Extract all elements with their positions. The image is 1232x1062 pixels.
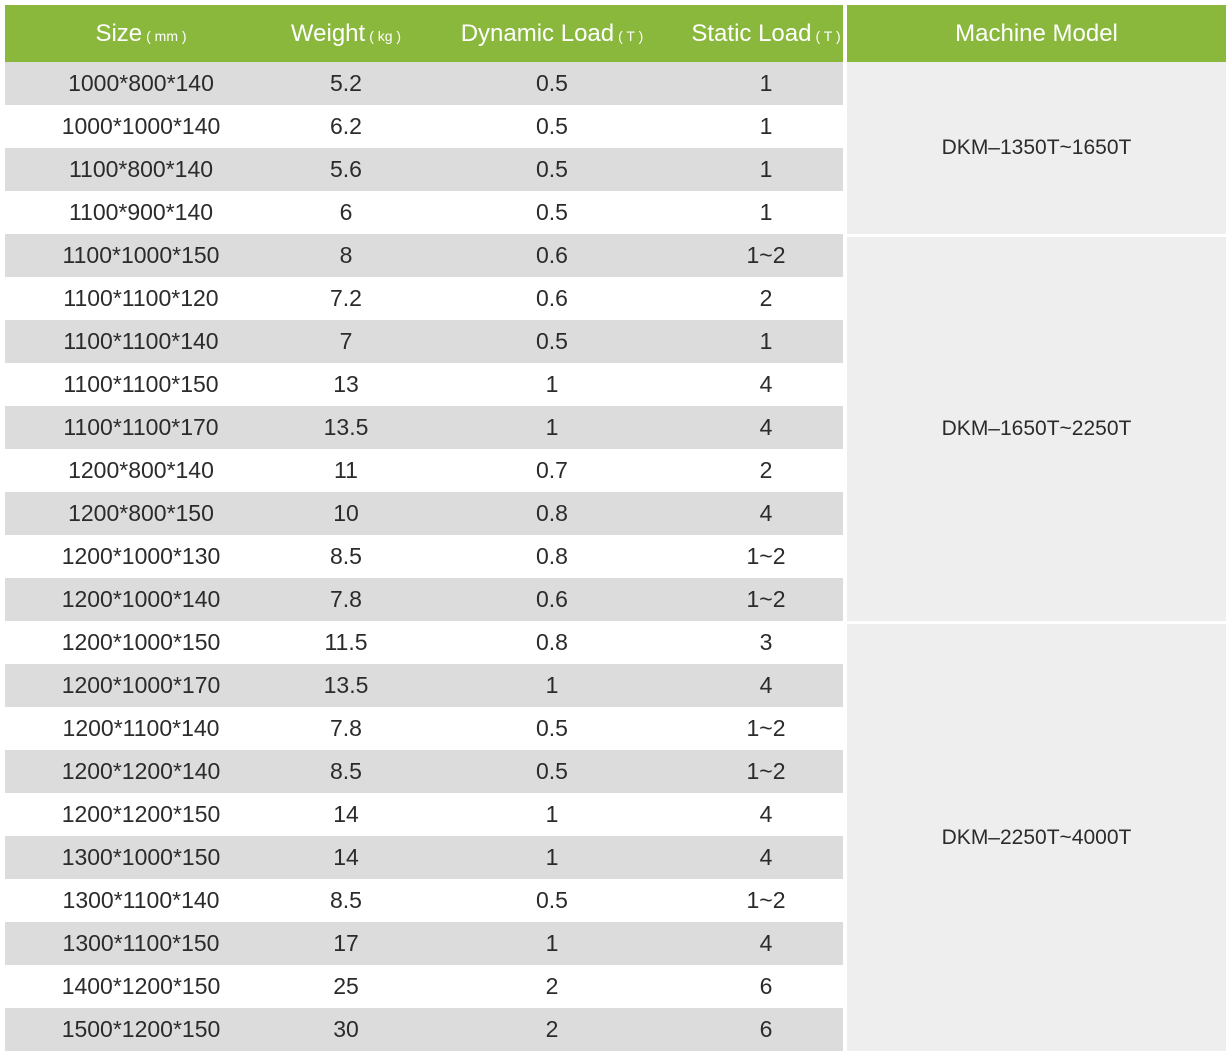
dynamic-load-cell: 0.6 [415, 277, 689, 320]
size-cell: 1300*1100*150 [5, 922, 277, 965]
size-cell: 1200*1000*130 [5, 535, 277, 578]
size-header-unit: ( mm ) [146, 27, 187, 44]
static-load-cell: 1~2 [689, 879, 843, 922]
dynamic-load-cell: 0.8 [415, 535, 689, 578]
static-load-cell: 1 [689, 320, 843, 363]
size-cell: 1500*1200*150 [5, 1008, 277, 1051]
weight-cell: 8.5 [277, 535, 415, 578]
dynamic-load-cell: 1 [415, 922, 689, 965]
size-cell: 1300*1000*150 [5, 836, 277, 879]
static-load-cell: 1~2 [689, 578, 843, 621]
table-row [5, 621, 1226, 664]
static-load-header-label: Static Load [691, 19, 812, 47]
dynamic-load-cell: 0.5 [415, 320, 689, 363]
weight-cell: 8.5 [277, 750, 415, 793]
dynamic-load-cell: 0.5 [415, 191, 689, 234]
static-load-cell: 4 [689, 492, 843, 535]
weight-cell: 5.2 [277, 62, 415, 105]
weight-cell: 7 [277, 320, 415, 363]
static-load-cell: 4 [689, 836, 843, 879]
static-load-cell: 2 [689, 277, 843, 320]
weight-cell: 7.8 [277, 707, 415, 750]
weight-header-unit: ( kg ) [369, 27, 402, 44]
dynamic-load-cell: 0.6 [415, 234, 689, 277]
weight-column-header [277, 5, 415, 62]
machine-model-cell: DKM–1650T~2250T [843, 234, 1226, 621]
weight-cell: 8.5 [277, 879, 415, 922]
static-load-cell: 1~2 [689, 535, 843, 578]
size-cell: 1200*800*140 [5, 449, 277, 492]
static-load-cell: 4 [689, 922, 843, 965]
size-cell: 1200*800*150 [5, 492, 277, 535]
dynamic-load-column-header [415, 5, 689, 62]
dynamic-load-cell: 1 [415, 363, 689, 406]
static-load-cell: 3 [689, 621, 843, 664]
dynamic-load-cell: 1 [415, 406, 689, 449]
weight-cell: 7.8 [277, 578, 415, 621]
weight-cell: 13.5 [277, 406, 415, 449]
weight-cell: 17 [277, 922, 415, 965]
dynamic-load-cell: 1 [415, 793, 689, 836]
static-load-cell: 1 [689, 148, 843, 191]
static-load-cell: 4 [689, 406, 843, 449]
size-cell: 1200*1000*150 [5, 621, 277, 664]
dynamic-load-cell: 0.5 [415, 879, 689, 922]
dynamic-load-cell: 0.5 [415, 105, 689, 148]
size-cell: 1100*900*140 [5, 191, 277, 234]
size-cell: 1100*1100*120 [5, 277, 277, 320]
static-load-cell: 1~2 [689, 707, 843, 750]
size-cell: 1200*1000*170 [5, 664, 277, 707]
size-cell: 1300*1100*140 [5, 879, 277, 922]
weight-cell: 25 [277, 965, 415, 1008]
size-cell: 1100*1100*150 [5, 363, 277, 406]
weight-cell: 6.2 [277, 105, 415, 148]
dynamic-load-header-label: Dynamic Load [460, 19, 615, 47]
table-row [5, 62, 1226, 105]
static-load-cell: 2 [689, 449, 843, 492]
dynamic-load-cell: 0.5 [415, 707, 689, 750]
size-cell: 1100*1100*140 [5, 320, 277, 363]
weight-cell: 14 [277, 793, 415, 836]
static-load-cell: 1~2 [689, 750, 843, 793]
table-row [5, 234, 1226, 277]
dynamic-load-cell: 1 [415, 664, 689, 707]
weight-cell: 14 [277, 836, 415, 879]
machine-model-cell: DKM–1350T~1650T [843, 62, 1226, 234]
header-row [5, 5, 1226, 62]
dynamic-load-cell: 0.6 [415, 578, 689, 621]
dynamic-load-cell: 0.5 [415, 750, 689, 793]
weight-cell: 10 [277, 492, 415, 535]
weight-cell: 8 [277, 234, 415, 277]
size-cell: 1100*800*140 [5, 148, 277, 191]
size-cell: 1200*1200*150 [5, 793, 277, 836]
weight-cell: 5.6 [277, 148, 415, 191]
static-load-cell: 6 [689, 965, 843, 1008]
static-load-cell: 4 [689, 363, 843, 406]
table-header [5, 5, 1226, 62]
dynamic-load-cell: 0.5 [415, 62, 689, 105]
dynamic-load-cell: 0.7 [415, 449, 689, 492]
table-body [5, 62, 1226, 1051]
machine-model-column-header [843, 5, 1226, 62]
static-load-cell: 4 [689, 793, 843, 836]
weight-cell: 13.5 [277, 664, 415, 707]
size-cell: 1200*1000*140 [5, 578, 277, 621]
weight-cell: 6 [277, 191, 415, 234]
size-cell: 1200*1200*140 [5, 750, 277, 793]
weight-header-label: Weight [290, 19, 366, 47]
size-cell: 1100*1100*170 [5, 406, 277, 449]
static-load-cell: 6 [689, 1008, 843, 1051]
static-load-header-unit: ( T ) [815, 27, 841, 44]
static-load-cell: 1 [689, 105, 843, 148]
dynamic-load-cell: 2 [415, 1008, 689, 1051]
size-column-header [5, 5, 277, 62]
dynamic-load-cell: 0.8 [415, 492, 689, 535]
pallet-spec-table [5, 5, 1226, 1051]
dynamic-load-cell: 0.8 [415, 621, 689, 664]
static-load-cell: 4 [689, 664, 843, 707]
dynamic-load-cell: 1 [415, 836, 689, 879]
weight-cell: 13 [277, 363, 415, 406]
size-cell: 1100*1000*150 [5, 234, 277, 277]
size-header-label: Size [95, 19, 143, 47]
size-cell: 1400*1200*150 [5, 965, 277, 1008]
size-cell: 1000*800*140 [5, 62, 277, 105]
dynamic-load-cell: 0.5 [415, 148, 689, 191]
static-load-cell: 1~2 [689, 234, 843, 277]
weight-cell: 11.5 [277, 621, 415, 664]
static-load-cell: 1 [689, 191, 843, 234]
size-cell: 1000*1000*140 [5, 105, 277, 148]
static-load-column-header [689, 5, 843, 62]
dynamic-load-header-unit: ( T ) [618, 27, 644, 44]
size-cell: 1200*1100*140 [5, 707, 277, 750]
dynamic-load-cell: 2 [415, 965, 689, 1008]
machine-model-header-label: Machine Model [955, 19, 1118, 47]
static-load-cell: 1 [689, 62, 843, 105]
weight-cell: 7.2 [277, 277, 415, 320]
weight-cell: 30 [277, 1008, 415, 1051]
machine-model-cell: DKM–2250T~4000T [843, 621, 1226, 1051]
weight-cell: 11 [277, 449, 415, 492]
